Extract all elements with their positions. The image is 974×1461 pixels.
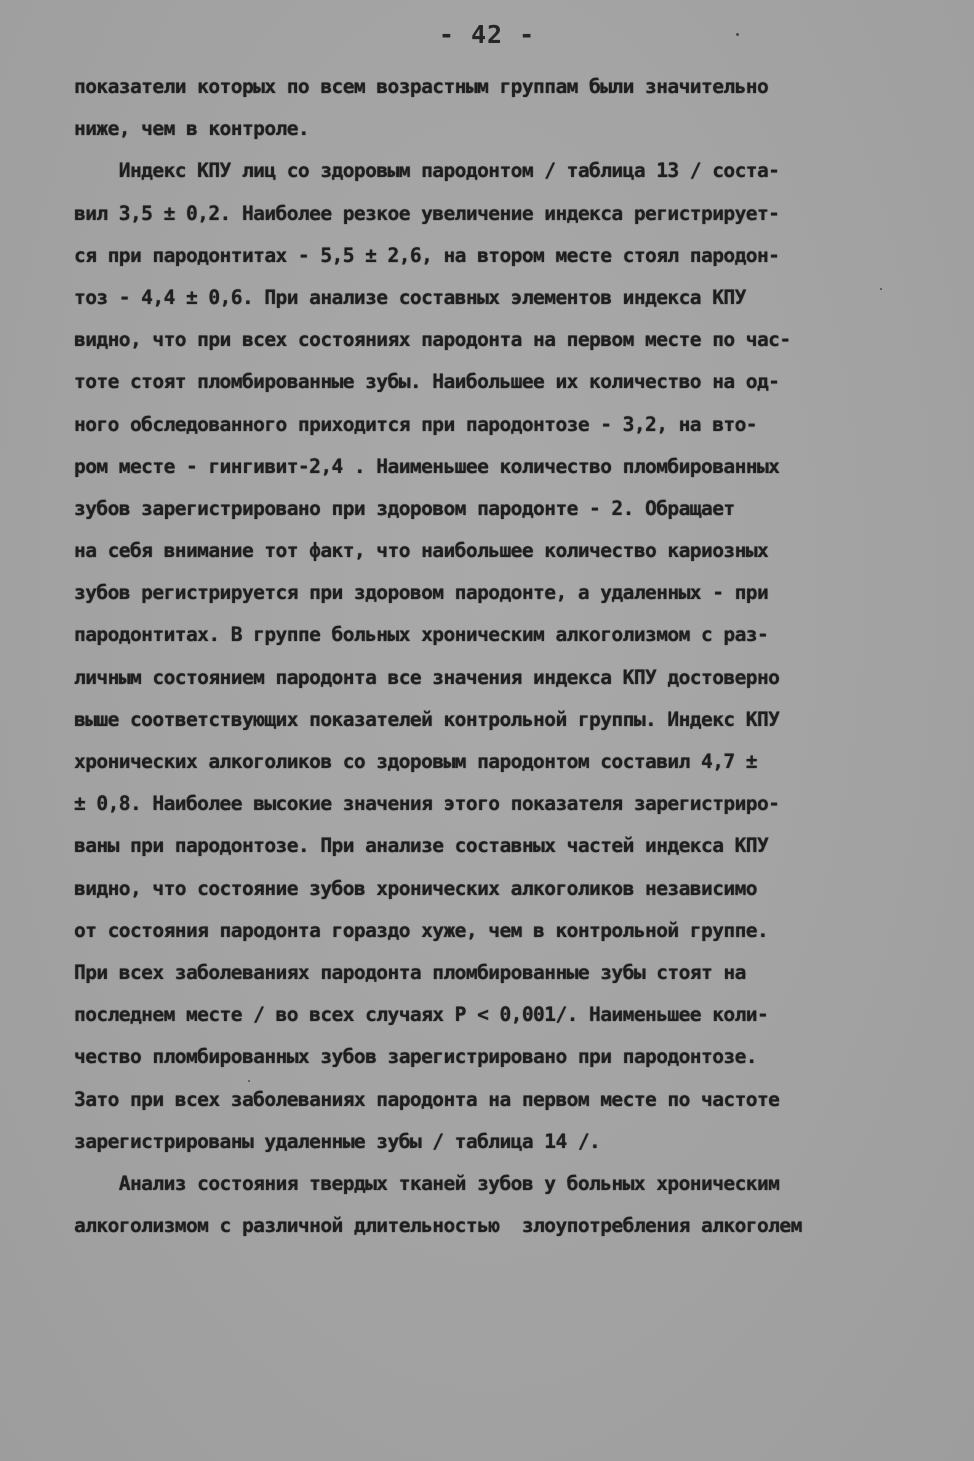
text-line: видно, что при всех состояниях пародонта на первом месте по час- (74, 328, 791, 352)
text-line: последнем месте / во всех случаях P < 0,001/. Наименьшее коли- (74, 1003, 769, 1027)
text-line: тоте стоят пломбированные зубы. Наибольшее их количество на од- (74, 370, 780, 394)
text-line: хронических алкоголиков со здоровым пародонтом составил 4,7 ± (74, 750, 757, 773)
text-line: от состояния пародонта гораздо хуже, чем в контрольной группе. (74, 918, 769, 942)
text-line: алкоголизмом с различной длительностью злоупотребления алкоголем (74, 1214, 802, 1238)
text-line: личным состоянием пародонта все значения индекса КПУ достоверно (74, 665, 780, 689)
text-line: При всех заболеваниях пародонта пломбированные зубы стоят на (74, 960, 746, 984)
text-line: зубов регистрируется при здоровом пародонте, а удаленных - при (74, 581, 769, 605)
scan-speck (736, 33, 739, 36)
body-text (74, 66, 900, 1247)
text-line: Индекс КПУ лиц со здоровым пародонтом / таблица 13 / соста- (74, 159, 780, 183)
text-line: тоз - 4,4 ± 0,6. При анализе составных элементов индекса КПУ (74, 285, 746, 309)
page-number: - 42 - (438, 20, 536, 49)
text-line: зубов зарегистрировано при здоровом пародонте - 2. Обращает (74, 496, 735, 520)
text-line: ± 0,8. Наиболее высокие значения этого показателя зарегистриро- (74, 792, 780, 816)
text-line: ваны при пародонтозе. При анализе составных частей индекса КПУ (74, 834, 769, 858)
scan-speck (880, 288, 882, 290)
text-line: чество пломбированных зубов зарегистрировано при пародонтозе. (74, 1045, 757, 1069)
text-line: пародонтитах. В группе больных хроническим алкоголизмом с раз- (74, 623, 769, 647)
text-line: на себя внимание тот факт, что наибольшее количество кариозных (74, 539, 769, 563)
text-line: показатели которых по всем возрастным группам были значительно (74, 75, 769, 98)
text-line: вил 3,5 ± 0,2. Наиболее резкое увеличение индекса регистрирует- (74, 201, 780, 225)
text-line: ся при пародонтитах - 5,5 ± 2,6, на втором месте стоял пародон- (74, 243, 780, 267)
text-line: ного обследованного приходится при пародонтозе - 3,2, на вто- (74, 412, 757, 436)
text-line: зарегистрированы удаленные зубы / таблица 14 /. (74, 1129, 601, 1153)
text-line: Зато при всех заболеваниях пародонта на первом месте по частоте (74, 1087, 780, 1111)
text-line: выше соответствующих показателей контрольной группы. Индекс КПУ (74, 707, 780, 731)
text-line: ниже, чем в контроле. (74, 117, 310, 141)
text-line: видно, что состояние зубов хронических алкоголиков независимо (74, 876, 757, 900)
text-line: ром месте - гингивит-2,4 . Наименьшее количество пломбированных (74, 454, 780, 478)
text-line: Анализ состояния твердых тканей зубов у больных хроническим (74, 1171, 780, 1195)
scan-speck (248, 1080, 250, 1082)
